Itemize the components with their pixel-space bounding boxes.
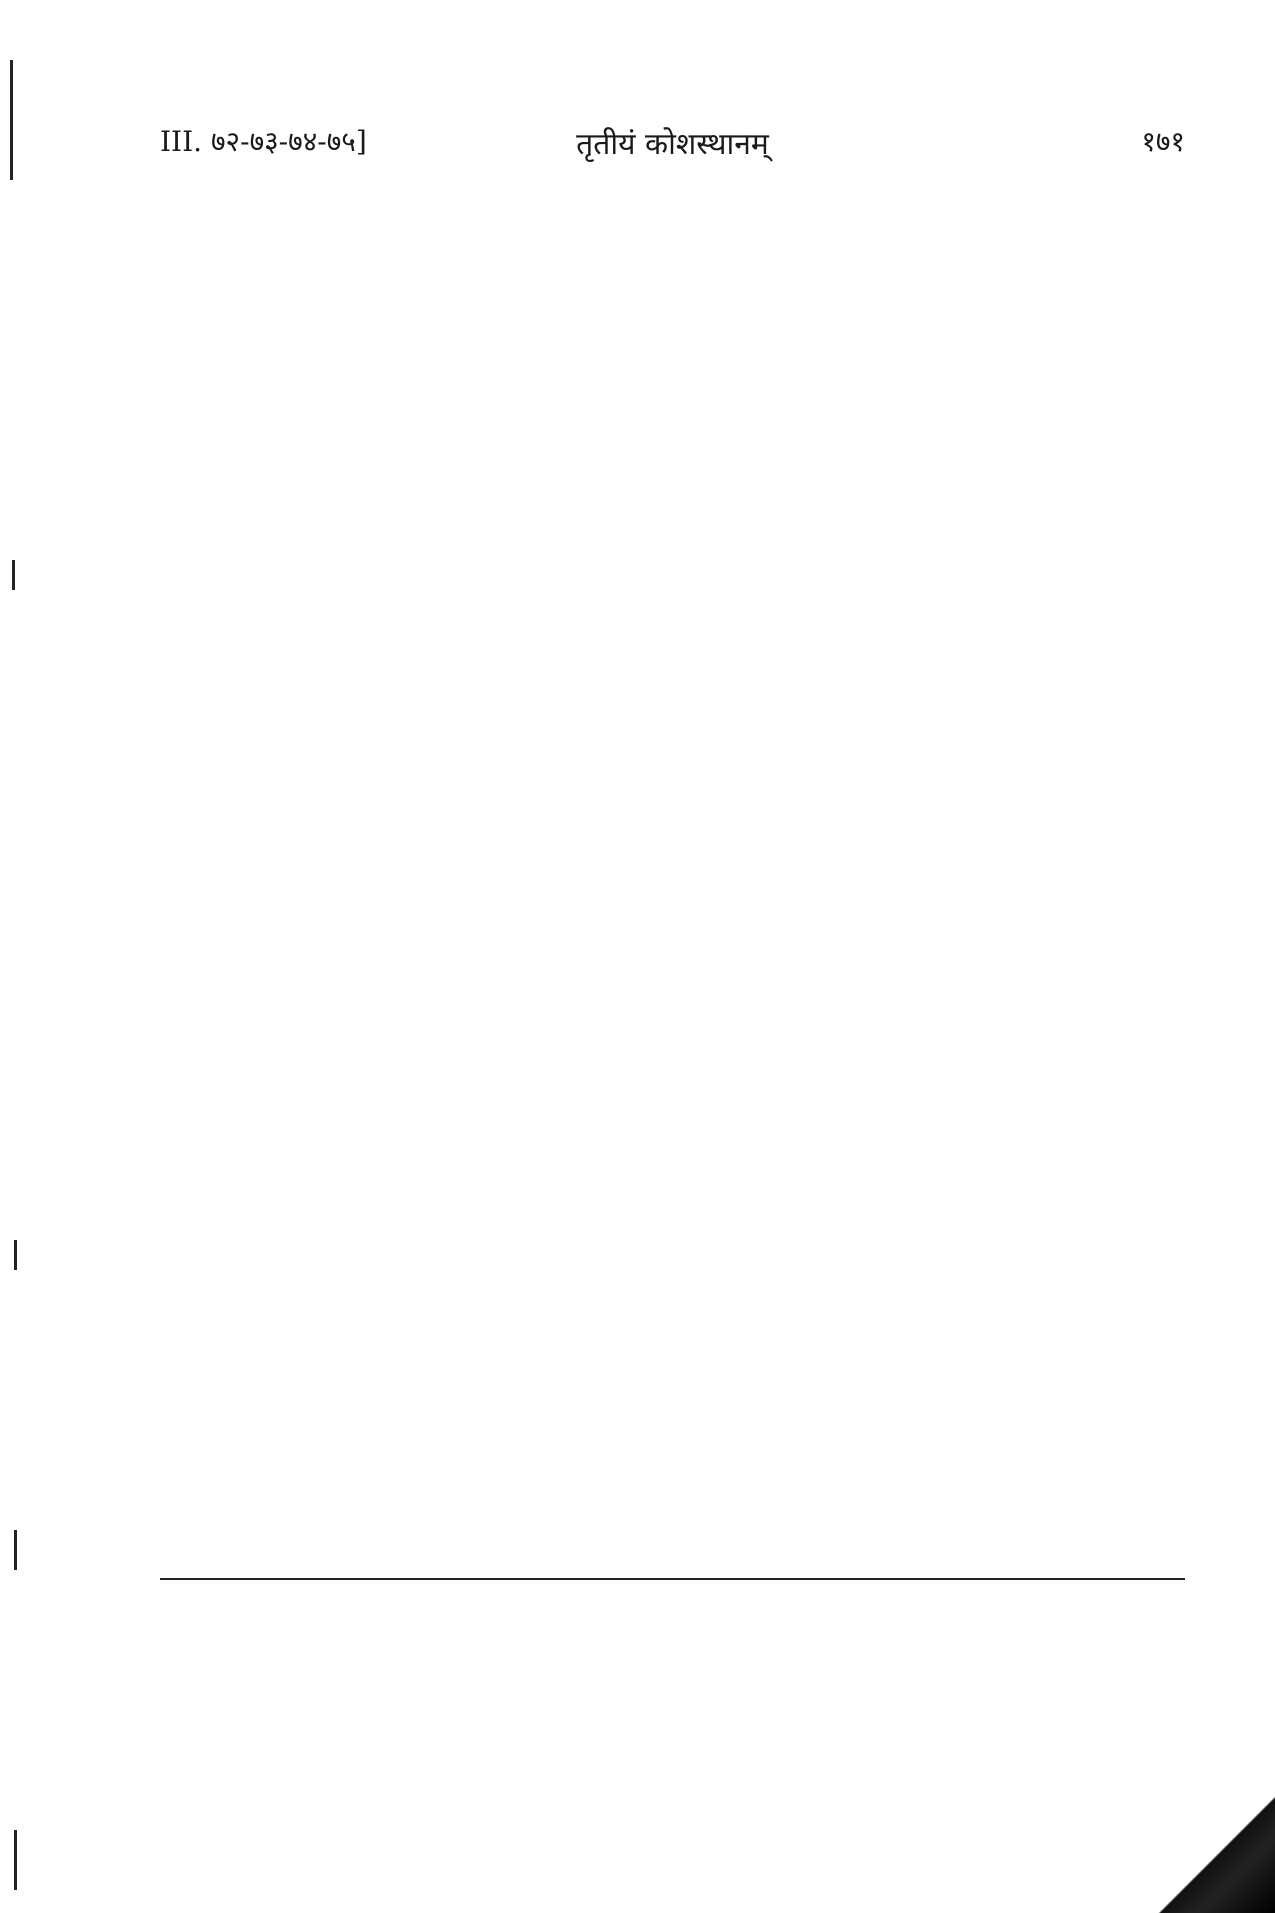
text-line: [160, 314, 1185, 366]
text-line: [160, 678, 1185, 730]
text-line: [160, 522, 1185, 574]
verse-line: [160, 1238, 1185, 1300]
text-line: [160, 1352, 1185, 1404]
verse-line: [160, 730, 1185, 792]
text-line: [160, 958, 1185, 1010]
verse-line: [160, 200, 1185, 262]
text-line: [160, 262, 1185, 314]
text-line: [160, 854, 1185, 906]
text-line: [160, 366, 1185, 418]
text-line: [160, 574, 1185, 626]
page-number: १७१: [1141, 125, 1185, 158]
scan-edge-mark: [14, 1830, 17, 1890]
verse-line: [160, 1010, 1185, 1072]
page-header: [160, 122, 1185, 166]
scan-edge-mark: [14, 1240, 17, 1270]
text-line: [160, 1300, 1185, 1352]
scan-edge-mark: [12, 560, 15, 590]
verse-line: [160, 1124, 1185, 1186]
verse-line: [160, 1456, 1185, 1518]
page-body: [160, 200, 1185, 1586]
text-line: [160, 418, 1185, 470]
text-line: [160, 1404, 1185, 1456]
text-line: [160, 1072, 1185, 1124]
scan-edge-mark: [10, 60, 13, 180]
text-line: [160, 470, 1185, 522]
text-line: [160, 626, 1185, 678]
section-reference: III. ७२-७३-७४-७५]: [160, 125, 367, 158]
text-line: [160, 1518, 1185, 1570]
scan-edge-mark: [14, 1530, 17, 1570]
verse-line: [160, 792, 1185, 854]
footnote-divider: [160, 1578, 1185, 1580]
text-line: [160, 1186, 1185, 1238]
running-title: तृतीयं कोशस्थानम्: [576, 127, 769, 162]
text-line: [160, 906, 1185, 958]
scan-corner-artifact: [1155, 1773, 1275, 1913]
